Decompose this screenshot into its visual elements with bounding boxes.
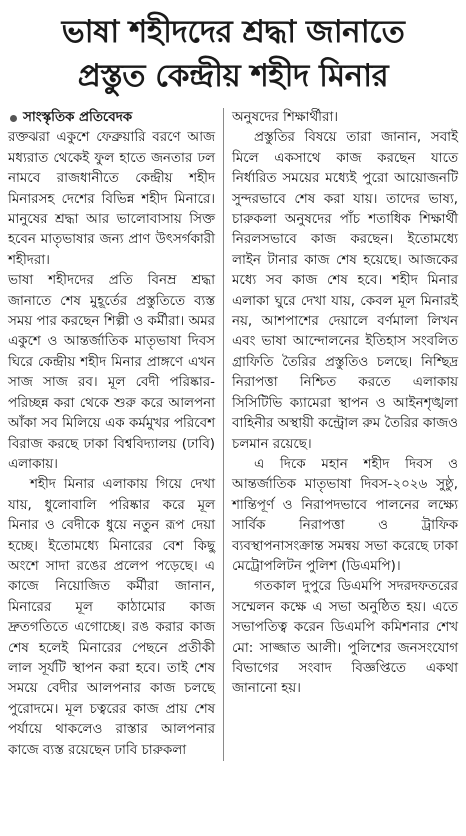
paragraph: প্রস্তুতির বিষয়ে তারা জানান, সবাই মিলে একসাথে কাজ করছেন যাতে নির্ধারিত সময়ের মধ্যেই পুরো আয়োজনটি সুন্দরভাবে শেষ করা যায়। তাদের ভাষ্য, চারুকলা অনুষদের পাঁচ শতাধিক শিক্ষার্থী নিরলসভাবে কাজ করছেন। ইতোমধ্যে লাইন টানার কাজ শেষ হয়েছে। আজকের মধ্যে সব কাজ শেষ হবে। শহীদ মিনার এলাকা ঘুরে দেখা যায়, কেবল মূল মিনারই নয়, আশপাশের দেয়ালে বর্ণমালা লিখন এবং ভাষা আন্দোলনের ইতিহাস সংবলিত গ্রাফিতি তৈরির প্রস্তুতিও চলছে। নিশ্ছিদ্র নিরাপত্তা নিশ্চিত করতে এলাকায় সিসিটিভি ক্যামেরা স্থাপন ও আইনশৃঙ্খলা বাহিনীর অস্থায়ী কন্ট্রোল রুম তৈরির কাজও চলমান রয়েছে। <box>232 130 458 452</box>
paragraph: এ দিকে মহান শহীদ দিবস ও আন্তর্জাতিক মাতৃভাষা দিবস-২০২৬ সুষ্ঠু, শান্তিপূর্ণ ও নিরাপদভাবে পালনের লক্ষ্যে সার্বিক নিরাপত্তা ও ট্রাফিক ব্যবস্থাপনাসংক্রান্ত সমন্বয় সভা করেছে ঢাকা মেট্রোপলিটন পুলিশ (ডিএমপি)। <box>232 456 458 574</box>
headline <box>8 0 458 98</box>
article-body <box>8 108 458 761</box>
headline-line-2: প্রস্তুত কেন্দ্রীয় শহীদ মিনার <box>77 58 389 94</box>
left-column <box>8 108 224 761</box>
paragraph: শহীদ মিনার এলাকায় গিয়ে দেখা যায়, ধুলোবালি পরিষ্কার করে মূল মিনার ও বেদীকে ধুয়ে নতুন রূপ দেয়া হচ্ছে। ইতোমধ্যে মিনারের বেশ কিছু অংশে সাদা রঙের প্রলেপ পড়েছে। এ কাজে নিয়োজিত কর্মীরা জানান, মিনারের মূল কাঠামোর কাজ দ্রুতগতিতে এগোচ্ছে। রঙ করার কাজ শেষ হলেই মিনারের পেছনে প্রতীকী লাল সূর্যটি স্থাপন করা হবে। তাই শেষ সময়ে বেদীর আলপনার কাজ চলছে পুরোদমে। মূল চত্বরের কাজ প্রায় শেষ পর্যায়ে থাকলেও রাস্তার আলপনার কাজে ব্যস্ত রয়েছেন ঢাবি চারুকলা <box>8 477 215 758</box>
paragraph: অনুষদের শিক্ষার্থীরা। <box>232 110 339 125</box>
bullet-icon <box>10 115 17 122</box>
byline <box>8 108 215 128</box>
paragraph: রক্তঝরা একুশে ফেব্রুয়ারি বরণে আজ মধ্যরাত থেকেই ফুল হাতে জনতার ঢল নামবে রাজধানীতে কেন্দ্রীয় শহীদ মিনারসহ দেশের বিভিন্ন শহীদ মিনারে। মানুষের শ্রদ্ধা আর ভালোবাসায় সিক্ত হবেন মাতৃভাষার জন্য প্রাণ উৎসর্গকারী শহীদরা। <box>8 130 215 268</box>
byline-text: সাংস্কৃতিক প্রতিবেদক <box>23 110 133 125</box>
paragraph: ভাষা শহীদদের প্রতি বিনম্র শ্রদ্ধা জানাতে শেষ মুহূর্তের প্রস্তুতিতে ব্যস্ত সময় পার করছেন শিল্পী ও কর্মীরা। অমর একুশে ও আন্তর্জাতিক মাতৃভাষা দিবস ঘিরে কেন্দ্রীয় শহীদ মিনার প্রাঙ্গণে এখন সাজ সাজ রব। মূল বেদী পরিষ্কার-পরিচ্ছন্ন করা থেকে শুরু করে আলপনা আঁকা সব মিলিয়ে এক কর্মমুখর পরিবেশ বিরাজ করছে ঢাকা বিশ্ববিদ্যালয় (ঢাবি) এলাকায়। <box>8 273 215 472</box>
right-column <box>224 108 458 761</box>
headline-line-1: ভাষা শহীদদের শ্রদ্ধা জানাতে <box>61 14 405 50</box>
paragraph: গতকাল দুপুরে ডিএমপি সদরদফতরের সম্মেলন কক্ষে এ সভা অনুষ্ঠিত হয়। এতে সভাপতিত্ব করেন ডিএমপি কমিশনার শেখ মো: সাজ্জাত আলী। পুলিশের জনসংযোগ বিভাগের সংবাদ বিজ্ঞপ্তিতে একথা জানানো হয়। <box>232 579 458 697</box>
